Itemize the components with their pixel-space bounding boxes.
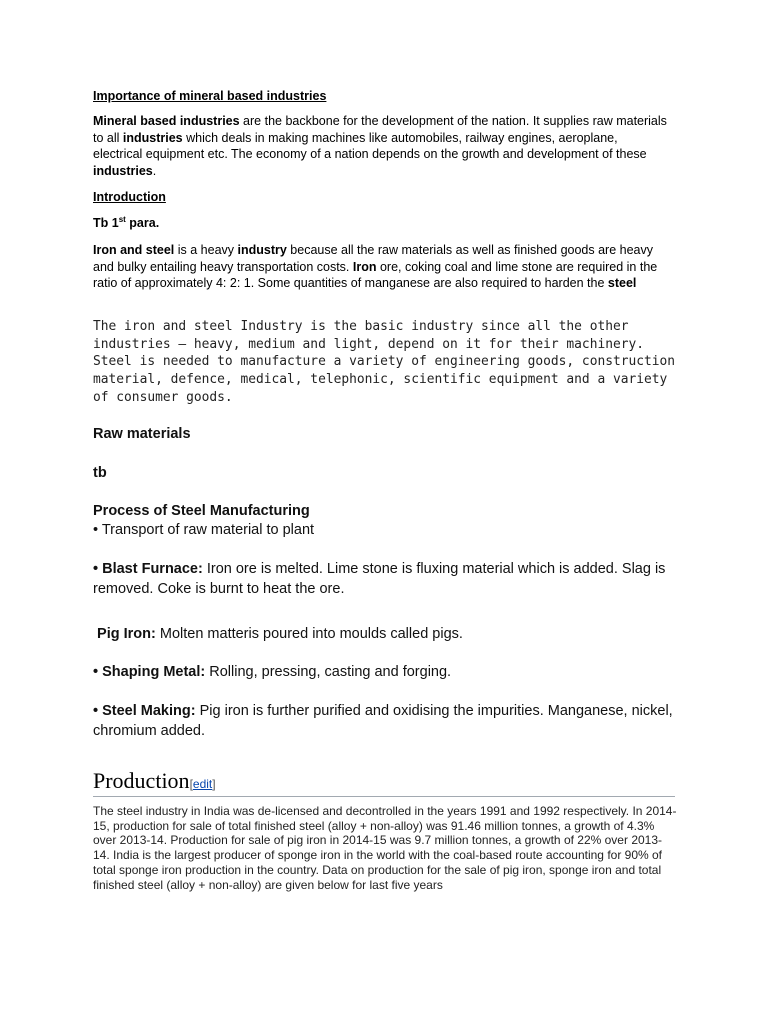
- production-heading: [93, 768, 675, 797]
- paragraph-basic-industry: The iron and steel Industry is the basic industry since all the other industries — heavy, medium and light, depend on it for their machinery. Steel is needed to manufacture a variety of engineering goods, construction material, defence, medical, telephonic, scientific equipment and a variety of consumer goods.: [93, 319, 676, 405]
- production-title: Production: [93, 768, 190, 793]
- paragraph-iron-steel: [93, 242, 668, 292]
- item-label: • Blast Furnace:: [93, 561, 203, 577]
- bold-text: industries: [93, 163, 153, 178]
- text: is a heavy: [174, 243, 238, 257]
- tb-label: tb: [93, 465, 107, 481]
- item-text: Pig iron is further purified and oxidising the impurities. Manganese, nickel, chromium added.: [93, 703, 673, 739]
- heading-raw-materials: Raw materials: [93, 426, 191, 442]
- list-item-steel-making: [93, 702, 693, 741]
- text: because all the raw materials as well as finished goods are heavy and bulky entailing heavy transportation costs.: [93, 243, 653, 274]
- list-item-pig-iron: [93, 625, 693, 645]
- list-item-blast-furnace: [93, 560, 693, 599]
- tb-prefix: Tb 1: [93, 216, 119, 230]
- bold-text: industries: [122, 130, 183, 145]
- list-item-transport: • Transport of raw material to plant: [93, 522, 315, 538]
- heading-process: Process of Steel Manufacturing: [93, 503, 310, 519]
- tb-first-para: [93, 215, 668, 232]
- edit-section: [190, 777, 216, 791]
- superscript: st: [118, 214, 126, 224]
- item-label: • Steel Making:: [93, 703, 196, 719]
- bold-text: Iron: [352, 259, 377, 274]
- heading-importance: Importance of mineral based industries: [93, 89, 327, 103]
- bold-text: Mineral based industries: [93, 114, 240, 128]
- production-paragraph: The steel industry in India was de-licensed and decontrolled in the years 1991 and 1992 respectively. In 2014-15, production for sale of total finished steel (alloy + non-alloy) was 91.46 million tonnes, a growth of 4.3% over 2013-14. Production for sale of pig iron in 2014-15 was 9.7 million tonnes, a growth of 22% over 2013-14. India is the largest producer of sponge iron in the world with the coal-based route accounting for 90% of total sponge iron production in the country. Data on production for the sale of pig iron, sponge iron and total finished steel (alloy + non-alloy) are given below for last five years: [93, 804, 677, 892]
- heading-introduction: Introduction: [93, 190, 166, 204]
- paragraph-mineral-industries: [93, 113, 668, 179]
- item-text: Rolling, pressing, casting and forging.: [205, 664, 452, 680]
- item-label: • Shaping Metal:: [93, 664, 206, 680]
- item-text: Molten matteris poured into moulds called pigs.: [155, 626, 463, 642]
- bold-text: steel: [607, 276, 637, 290]
- edit-bracket-open: [: [189, 777, 193, 791]
- item-text: Iron ore is melted. Lime stone is fluxing material which is added. Slag is removed. Coke is burnt to heat the ore.: [93, 561, 666, 597]
- tb-suffix: para.: [125, 216, 160, 230]
- edit-link[interactable]: edit: [192, 777, 213, 791]
- text: are the backbone for the development of the nation. It supplies raw materials to all: [93, 114, 667, 145]
- edit-bracket-close: ]: [212, 777, 216, 791]
- bold-text: industry: [237, 243, 287, 257]
- bold-text: Iron and steel: [93, 243, 175, 257]
- item-label: Pig Iron:: [93, 626, 156, 642]
- text: ore, coking coal and lime stone are required in the ratio of approximately 4: 2: 1. Some quantities of manganese are also required to harden the: [93, 259, 658, 290]
- text: which deals in making machines like automobiles, railway engines, aeroplane, electrical equipment etc. The economy of a nation depends on the growth and development of these: [93, 130, 647, 161]
- list-item-shaping-metal: [93, 663, 693, 683]
- text: .: [152, 163, 157, 178]
